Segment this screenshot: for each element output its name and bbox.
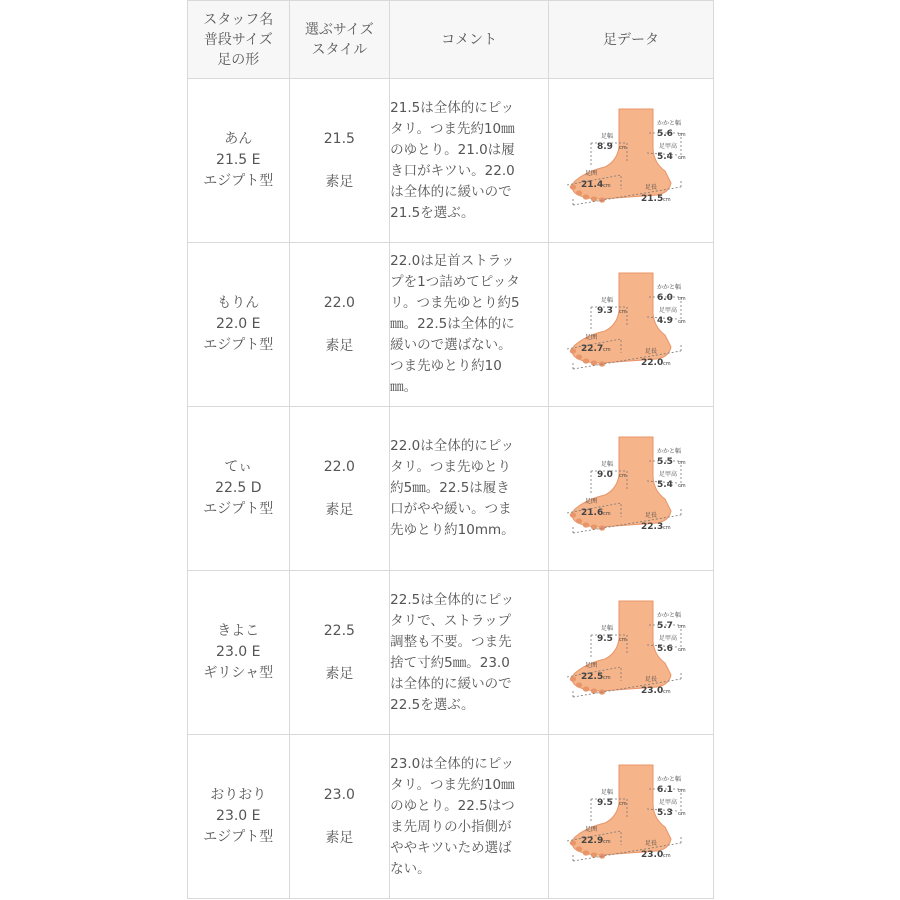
toe bbox=[591, 360, 597, 365]
instep-height-value: 5.3 bbox=[657, 807, 673, 818]
unit-label: cm bbox=[619, 636, 627, 643]
staff-cell bbox=[188, 735, 290, 899]
heel-width-value: 6.1 bbox=[657, 784, 673, 795]
spacer bbox=[290, 150, 390, 172]
heel-width-label: かかと幅 bbox=[657, 119, 682, 127]
comment-line: ない。 bbox=[390, 860, 431, 877]
comment-cell bbox=[390, 735, 549, 899]
foot-diagram bbox=[561, 101, 701, 221]
comment-line: つま先ゆとり約10 bbox=[390, 358, 502, 374]
comment-line: 22.0は足首ストラッ bbox=[390, 253, 515, 269]
foot-data-cell bbox=[549, 571, 714, 735]
comment-cell bbox=[390, 243, 549, 407]
unit-label: cm bbox=[603, 182, 611, 189]
size-cell bbox=[289, 79, 390, 243]
instep-height-label: 足甲高 bbox=[659, 306, 678, 314]
comment-line: 22.0は全体的にピッ bbox=[390, 438, 515, 454]
header-size-line: 選ぶサイズ bbox=[304, 21, 374, 38]
style: 素足 bbox=[325, 337, 354, 354]
header-staff bbox=[188, 1, 290, 79]
unit-label: cm bbox=[603, 346, 611, 353]
comment-line: 21.5は全体的にピッ bbox=[390, 99, 515, 116]
heel-width-label: かかと幅 bbox=[657, 283, 682, 291]
table-row bbox=[188, 79, 714, 243]
girth-label: 足囲 bbox=[585, 169, 598, 177]
chosen-size: 22.0 bbox=[323, 458, 355, 475]
toe bbox=[591, 852, 597, 857]
staff-shape: エジプト型 bbox=[203, 337, 274, 353]
length-label: 足長 bbox=[645, 183, 658, 191]
comment-line: タリ。つま先約10㎜ bbox=[390, 120, 515, 137]
comment-line: リ。つま先ゆとり約5 bbox=[390, 295, 520, 311]
comment-line: 捨て寸約5㎜。23.0 bbox=[390, 654, 510, 671]
comment-line: プを1つ詰めてピッタ bbox=[390, 274, 520, 290]
girth-label: 足囲 bbox=[585, 661, 598, 669]
comment-cell bbox=[390, 571, 549, 735]
toe bbox=[583, 686, 589, 691]
style: 素足 bbox=[325, 501, 354, 518]
header-staff-line: スタッフ名 bbox=[203, 11, 274, 28]
comment-line: ㎜。 bbox=[390, 379, 418, 395]
foot-width-value: 9.3 bbox=[597, 305, 613, 316]
toe bbox=[570, 512, 576, 517]
size-cell bbox=[289, 243, 390, 407]
toe bbox=[576, 518, 582, 523]
toe bbox=[583, 194, 589, 199]
comment-cell bbox=[390, 407, 549, 571]
table-row bbox=[188, 407, 714, 571]
instep-height-label: 足甲高 bbox=[659, 470, 678, 478]
staff-usual: 22.5 D bbox=[215, 480, 262, 496]
unit-label: cm bbox=[678, 482, 686, 489]
staff-usual: 23.0 E bbox=[216, 644, 261, 660]
foot-data-cell bbox=[549, 407, 714, 571]
staff-cell bbox=[188, 79, 290, 243]
foot-width-value: 8.9 bbox=[597, 141, 613, 152]
chosen-size: 23.0 bbox=[323, 786, 355, 803]
comment-line: 22.5を選ぶ。 bbox=[390, 696, 475, 713]
foot-data-cell bbox=[549, 735, 714, 899]
unit-label: cm bbox=[619, 308, 627, 315]
toe bbox=[591, 524, 597, 529]
comment-line: 先ゆとり約10mm。 bbox=[390, 522, 515, 538]
instep-height-value: 4.9 bbox=[657, 315, 673, 326]
style: 素足 bbox=[325, 173, 354, 190]
unit-label: cm bbox=[603, 674, 611, 681]
girth-value: 22.5 bbox=[581, 671, 604, 682]
comment-line: タリで、ストラップ bbox=[390, 612, 512, 629]
foot-data-cell bbox=[549, 243, 714, 407]
staff-usual: 23.0 E bbox=[216, 808, 261, 824]
toe bbox=[570, 840, 576, 845]
comment-line: 21.5を選ぶ。 bbox=[390, 204, 475, 221]
header-foot-data: 足データ bbox=[549, 1, 714, 79]
comment-line: ややキツいため選ば bbox=[390, 839, 512, 856]
toe bbox=[591, 196, 597, 201]
unit-label: cm bbox=[663, 196, 671, 203]
foot-diagram bbox=[561, 429, 701, 549]
instep-height-value: 5.4 bbox=[657, 151, 673, 162]
girth-label: 足囲 bbox=[585, 333, 598, 341]
header-comment: コメント bbox=[390, 1, 549, 79]
unit-label: cm bbox=[663, 360, 671, 367]
unit-label: cm bbox=[619, 800, 627, 807]
unit-label: cm bbox=[678, 154, 686, 161]
staff-shape: エジプト型 bbox=[203, 173, 274, 189]
unit-label: cm bbox=[678, 318, 686, 325]
toe bbox=[570, 676, 576, 681]
style: 素足 bbox=[325, 829, 354, 846]
heel-width-value: 5.5 bbox=[657, 456, 673, 467]
staff-cell bbox=[188, 571, 290, 735]
foot-width-value: 9.5 bbox=[597, 633, 613, 644]
style: 素足 bbox=[325, 665, 354, 682]
foot-width-label: 足幅 bbox=[601, 296, 614, 304]
foot-width-label: 足幅 bbox=[601, 132, 614, 140]
size-cell bbox=[289, 407, 390, 571]
toe bbox=[576, 682, 582, 687]
girth-label: 足囲 bbox=[585, 497, 598, 505]
length-value: 23.0 bbox=[641, 849, 664, 860]
length-value: 23.0 bbox=[641, 685, 664, 696]
staff-cell bbox=[188, 407, 290, 571]
heel-width-value: 5.6 bbox=[657, 128, 673, 139]
size-cell bbox=[289, 735, 390, 899]
size-cell bbox=[289, 571, 390, 735]
chosen-size: 22.5 bbox=[323, 622, 355, 639]
toe bbox=[591, 688, 597, 693]
foot-diagram bbox=[561, 593, 701, 713]
staff-name: あん bbox=[224, 131, 253, 147]
spacer bbox=[290, 478, 390, 500]
table-row bbox=[188, 735, 714, 899]
spacer bbox=[290, 806, 390, 828]
length-label: 足長 bbox=[645, 675, 658, 683]
staff-cell bbox=[188, 243, 290, 407]
comment-line: タリ。つま先約10㎜ bbox=[390, 776, 515, 793]
comment-cell bbox=[390, 79, 549, 243]
comment-line: タリ。つま先ゆとり bbox=[390, 459, 511, 475]
unit-label: cm bbox=[678, 646, 686, 653]
table-row bbox=[188, 243, 714, 407]
toe bbox=[570, 348, 576, 353]
toe bbox=[583, 522, 589, 527]
unit-label: cm bbox=[678, 295, 686, 302]
spacer bbox=[290, 642, 390, 664]
girth-value: 21.4 bbox=[581, 179, 604, 190]
foot-data-cell bbox=[549, 79, 714, 243]
foot-width-label: 足幅 bbox=[601, 624, 614, 632]
toe bbox=[576, 354, 582, 359]
instep-height-label: 足甲高 bbox=[659, 634, 678, 642]
foot-width-label: 足幅 bbox=[601, 788, 614, 796]
toe bbox=[576, 190, 582, 195]
comment-line: ま先周りの小指側が bbox=[390, 818, 512, 835]
instep-height-label: 足甲高 bbox=[659, 142, 678, 150]
table-row bbox=[188, 571, 714, 735]
foot-diagram bbox=[561, 265, 701, 385]
staff-name: きよこ bbox=[217, 623, 260, 639]
unit-label: cm bbox=[663, 852, 671, 859]
unit-label: cm bbox=[663, 688, 671, 695]
header-size-line: スタイル bbox=[311, 41, 368, 58]
staff-shape: エジプト型 bbox=[203, 829, 274, 845]
comment-line: き口がキツい。22.0 bbox=[390, 162, 515, 179]
staff-shape: ギリシャ型 bbox=[203, 665, 274, 681]
girth-value: 21.6 bbox=[581, 507, 604, 518]
toe bbox=[583, 358, 589, 363]
length-value: 22.0 bbox=[641, 357, 664, 368]
staff-shape: エジプト型 bbox=[203, 501, 274, 517]
foot-width-value: 9.5 bbox=[597, 797, 613, 808]
toe bbox=[570, 184, 576, 189]
unit-label: cm bbox=[678, 623, 686, 630]
staff-name: もりん bbox=[217, 295, 260, 311]
header-row bbox=[188, 1, 714, 79]
unit-label: cm bbox=[663, 524, 671, 531]
instep-height-value: 5.6 bbox=[657, 643, 673, 654]
length-label: 足長 bbox=[645, 347, 658, 355]
unit-label: cm bbox=[603, 510, 611, 517]
toe bbox=[576, 846, 582, 851]
comment-line: 緩いので選ばない。 bbox=[390, 337, 512, 353]
staff-usual: 21.5 E bbox=[216, 152, 261, 168]
comment-line: は全体的に緩いので bbox=[390, 675, 512, 692]
foot-diagram bbox=[561, 757, 701, 877]
girth-value: 22.7 bbox=[581, 343, 604, 354]
comment-line: ㎜。22.5は全体的に bbox=[390, 316, 515, 332]
staff-name: てぃ bbox=[224, 459, 253, 475]
length-value: 22.3 bbox=[641, 521, 664, 532]
instep-height-value: 5.4 bbox=[657, 479, 673, 490]
toe bbox=[583, 850, 589, 855]
chosen-size: 21.5 bbox=[323, 130, 355, 147]
unit-label: cm bbox=[619, 472, 627, 479]
length-label: 足長 bbox=[645, 839, 658, 847]
header-staff-line: 足の形 bbox=[217, 51, 260, 68]
comment-line: 22.5は全体的にピッ bbox=[390, 591, 515, 608]
fitting-table bbox=[187, 0, 714, 899]
comment-line: 調整も不要。つま先 bbox=[390, 633, 512, 650]
unit-label: cm bbox=[678, 131, 686, 138]
unit-label: cm bbox=[619, 144, 627, 151]
girth-value: 22.9 bbox=[581, 835, 604, 846]
chosen-size: 22.0 bbox=[323, 294, 355, 311]
girth-label: 足囲 bbox=[585, 825, 598, 833]
heel-width-label: かかと幅 bbox=[657, 611, 682, 619]
comment-line: のゆとり。22.5はつ bbox=[390, 797, 515, 814]
header-size bbox=[289, 1, 390, 79]
foot-width-label: 足幅 bbox=[601, 460, 614, 468]
staff-usual: 22.0 E bbox=[216, 316, 261, 332]
heel-width-value: 5.7 bbox=[657, 620, 673, 631]
comment-line: 口がやや緩い。つま bbox=[390, 501, 512, 517]
comment-line: 23.0は全体的にピッ bbox=[390, 755, 515, 772]
foot-width-value: 9.0 bbox=[597, 469, 613, 480]
length-label: 足長 bbox=[645, 511, 658, 519]
unit-label: cm bbox=[678, 459, 686, 466]
comment-line: のゆとり。21.0は履 bbox=[390, 141, 515, 158]
length-value: 21.5 bbox=[641, 193, 664, 204]
unit-label: cm bbox=[678, 787, 686, 794]
staff-name: おりおり bbox=[210, 787, 267, 803]
unit-label: cm bbox=[603, 838, 611, 845]
heel-width-label: かかと幅 bbox=[657, 447, 682, 455]
header-staff-line: 普段サイズ bbox=[203, 31, 273, 48]
heel-width-label: かかと幅 bbox=[657, 775, 682, 783]
spacer bbox=[290, 314, 390, 336]
heel-width-value: 6.0 bbox=[657, 292, 673, 303]
comment-line: 約5㎜。22.5は履き bbox=[390, 480, 510, 496]
instep-height-label: 足甲高 bbox=[659, 798, 678, 806]
unit-label: cm bbox=[678, 810, 686, 817]
comment-line: は全体的に緩いので bbox=[390, 183, 512, 200]
